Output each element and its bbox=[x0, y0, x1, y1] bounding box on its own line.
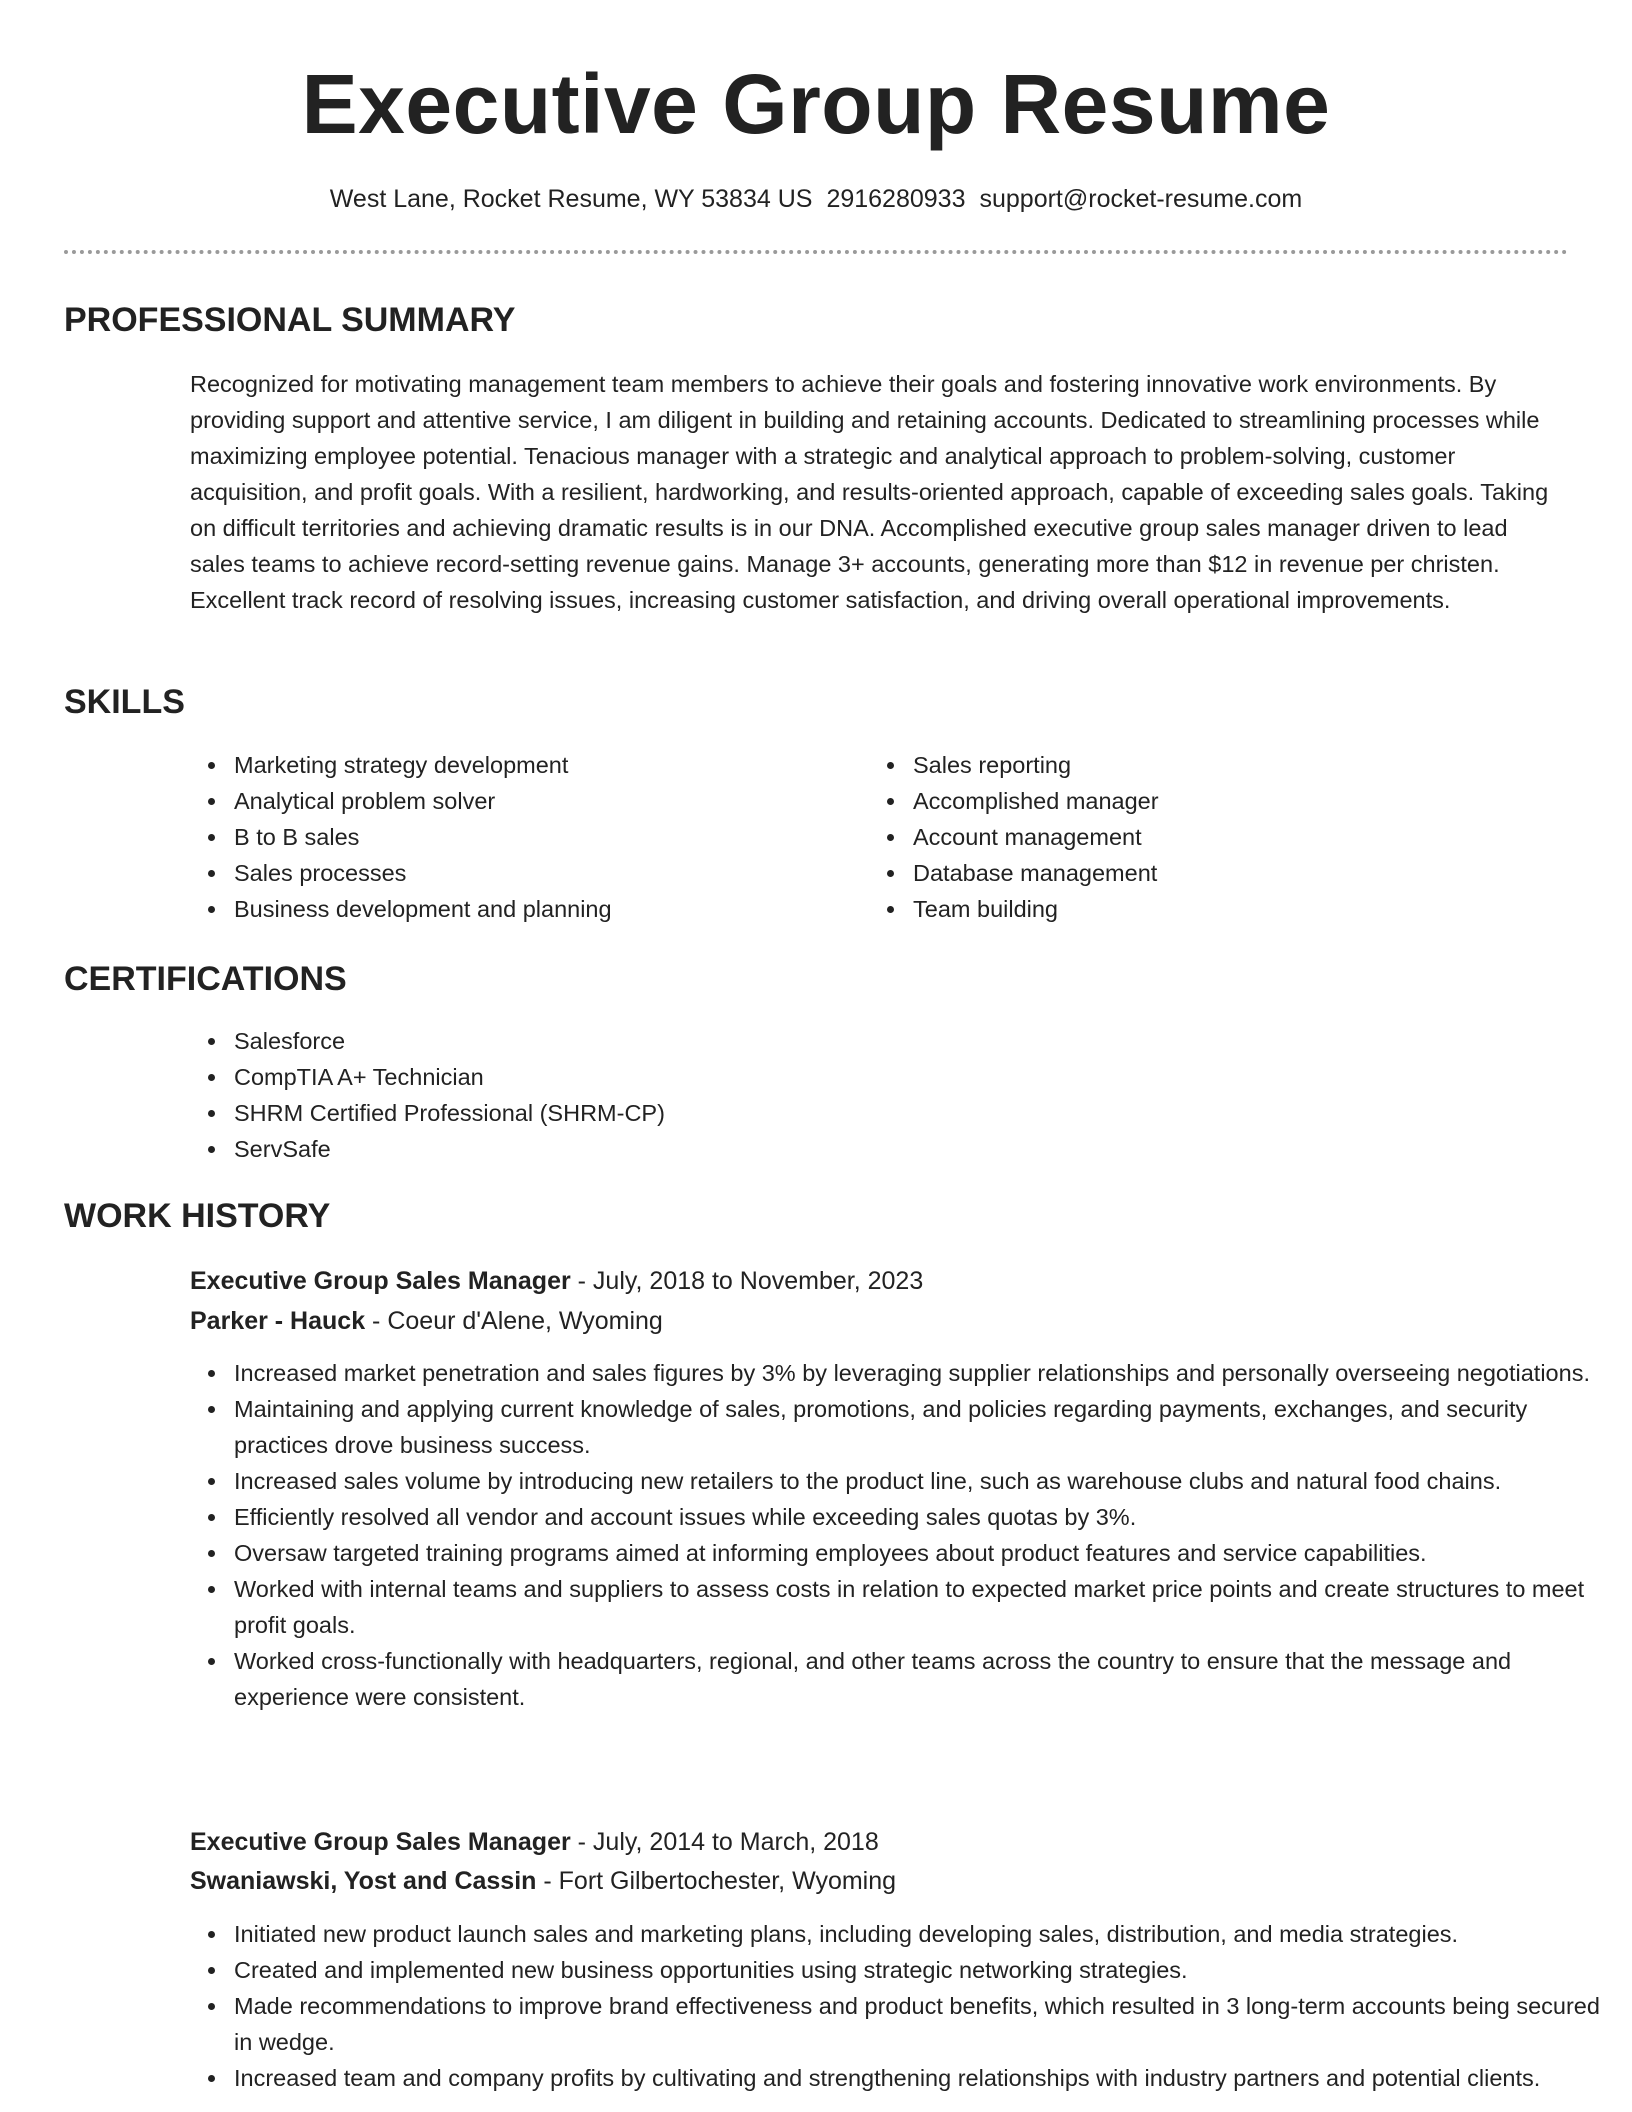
skills-heading: SKILLS bbox=[64, 683, 185, 721]
job-company: Parker - Hauck bbox=[190, 1307, 366, 1335]
job-dates: - July, 2018 to November, 2023 bbox=[570, 1267, 924, 1295]
job-company-line bbox=[190, 1863, 896, 1899]
contact-address: West Lane, Rocket Resume, WY 53834 US bbox=[329, 185, 813, 213]
summary-text: Recognized for motivating management team members to achieve their goals and fostering innovative work environments. By providing support and attentive service, I am diligent in building and retaining accounts. Dedicated to streamlining processes while maximizing employee potential. Tenacious manager with a strategic and analytical approach to problem-solving, customer acquisition, and profit goals. With a resilient, hardworking, and results-oriented approach, capable of exceeding sales goals. Taking on difficult territories and achieving dramatic results is in our DNA. Accomplished executive group sales manager driven to lead sales teams to achieve record-setting revenue gains. Manage 3+ accounts, generating more than $12 in revenue per christen. Excellent track record of resolving issues, increasing customer satisfaction, and driving overall operational improvements. bbox=[190, 371, 1549, 613]
job-bullet: Maintaining and applying current knowledge of sales, promotions, and policies regarding payments, exchanges, and security practices drove business success. bbox=[234, 1391, 1604, 1463]
job-company-line bbox=[190, 1303, 663, 1339]
job-position: Executive Group Sales Manager bbox=[190, 1267, 571, 1295]
job-bullet: Oversaw targeted training programs aimed at informing employees about product features and service capabilities. bbox=[234, 1535, 1604, 1571]
job-bullet: Increased team and company profits by cultivating and strengthening relationships with industry partners and potential clients. bbox=[234, 2060, 1604, 2096]
skill-item: Account management bbox=[913, 819, 1533, 855]
skill-item: Team building bbox=[913, 891, 1533, 927]
certification-item: Salesforce bbox=[234, 1023, 1534, 1059]
skill-item: Accomplished manager bbox=[913, 783, 1533, 819]
skill-item: Business development and planning bbox=[234, 891, 854, 927]
job-bullet: Worked cross-functionally with headquarters, regional, and other teams across the country to ensure that the message and experience were consistent. bbox=[234, 1643, 1604, 1715]
job-title-line bbox=[190, 1824, 879, 1860]
job-company: Swaniawski, Yost and Cassin bbox=[190, 1867, 537, 1895]
contact-line bbox=[0, 181, 1632, 217]
skills-list-left bbox=[190, 747, 854, 927]
header-divider bbox=[64, 250, 1568, 254]
job-bullet: Efficiently resolved all vendor and account issues while exceeding sales quotas by 3%. bbox=[234, 1499, 1604, 1535]
job-bullets bbox=[190, 1355, 1604, 1715]
skill-item: B to B sales bbox=[234, 819, 854, 855]
contact-phone: 2916280933 bbox=[826, 185, 966, 213]
work-history-heading: WORK HISTORY bbox=[64, 1197, 331, 1235]
certification-item: ServSafe bbox=[234, 1131, 1534, 1167]
job-dates: - July, 2014 to March, 2018 bbox=[570, 1828, 879, 1856]
skill-item: Database management bbox=[913, 855, 1533, 891]
skills-list-right bbox=[869, 747, 1533, 927]
skill-item: Sales reporting bbox=[913, 747, 1533, 783]
job-position: Executive Group Sales Manager bbox=[190, 1828, 571, 1856]
certification-item: CompTIA A+ Technician bbox=[234, 1059, 1534, 1095]
job-location: - Fort Gilbertochester, Wyoming bbox=[536, 1867, 897, 1895]
skill-item: Analytical problem solver bbox=[234, 783, 854, 819]
job-bullets bbox=[190, 1916, 1604, 2096]
job-bullet: Made recommendations to improve brand effectiveness and product benefits, which resulted in 3 long-term accounts being secured in wedge. bbox=[234, 1988, 1604, 2060]
certifications-heading: CERTIFICATIONS bbox=[64, 960, 347, 998]
job-bullet: Increased sales volume by introducing new retailers to the product line, such as warehouse clubs and natural food chains. bbox=[234, 1463, 1604, 1499]
skill-item: Marketing strategy development bbox=[234, 747, 854, 783]
contact-email: support@rocket-resume.com bbox=[979, 185, 1303, 213]
job-bullet: Worked with internal teams and suppliers to assess costs in relation to expected market price points and create structures to meet profit goals. bbox=[234, 1571, 1604, 1643]
job-bullet: Increased market penetration and sales figures by 3% by leveraging supplier relationships and personally overseeing negotiations. bbox=[234, 1355, 1604, 1391]
job-location: - Coeur d'Alene, Wyoming bbox=[365, 1307, 663, 1335]
skill-item: Sales processes bbox=[234, 855, 854, 891]
summary-heading: PROFESSIONAL SUMMARY bbox=[64, 301, 516, 339]
resume-title: Executive Group Resume bbox=[301, 57, 1331, 151]
job-title-line bbox=[190, 1263, 923, 1299]
job-bullet: Initiated new product launch sales and marketing plans, including developing sales, distribution, and media strategies. bbox=[234, 1916, 1604, 1952]
certifications-list bbox=[190, 1023, 1534, 1167]
job-bullet: Created and implemented new business opportunities using strategic networking strategies. bbox=[234, 1952, 1604, 1988]
certification-item: SHRM Certified Professional (SHRM-CP) bbox=[234, 1095, 1534, 1131]
